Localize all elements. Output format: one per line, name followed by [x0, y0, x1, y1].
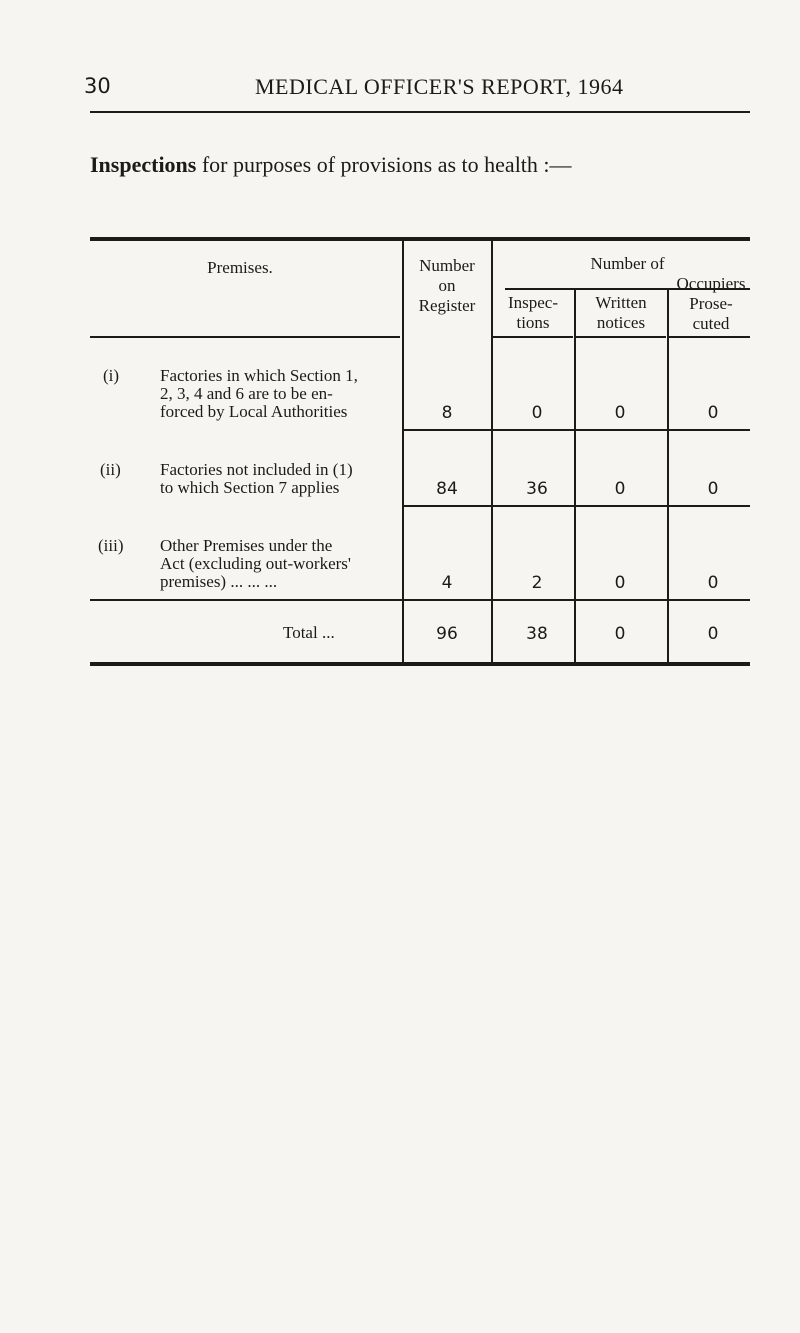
- row1-rule: [404, 429, 750, 431]
- row1-label-l2: 2, 3, 4 and 6 are to be en-: [160, 384, 333, 403]
- row3-inspections: 2: [531, 573, 543, 593]
- row2-label-l2: to which Section 7 applies: [160, 478, 340, 497]
- row3-roman: (iii): [98, 536, 124, 555]
- row3-written: 0: [614, 573, 626, 593]
- table-top-rule: [90, 237, 750, 241]
- header-rule-premises: [90, 336, 400, 338]
- row2-label-l1: Factories not included in (1): [160, 460, 353, 479]
- header-number-of: Number of: [590, 254, 665, 273]
- row1-label-l3: forced by Local Authorities: [160, 402, 348, 421]
- row1-written: 0: [614, 403, 626, 423]
- row1-prosecuted: 0: [707, 403, 719, 423]
- row1-inspections: 0: [531, 403, 543, 423]
- row1-label: [160, 367, 400, 421]
- row2-roman: (ii): [100, 460, 121, 479]
- total-register: 96: [436, 624, 458, 644]
- header-inspections-l2: tions: [516, 313, 550, 332]
- header-occupiers-l2: Prose-: [689, 294, 733, 313]
- row3-prosecuted: 0: [707, 573, 719, 593]
- row2-rule: [404, 505, 750, 507]
- col-rule-written: [574, 290, 576, 664]
- total-written: 0: [614, 624, 626, 644]
- row2-label: [160, 461, 400, 497]
- section-title-rest: for purposes of provisions as to health :—: [196, 152, 572, 177]
- header-written: [576, 293, 666, 333]
- row2-register: 84: [436, 479, 458, 499]
- row3-rule: [90, 599, 750, 601]
- header-rule-occupiers: [669, 336, 750, 338]
- header-inspections: [493, 293, 573, 333]
- total-prosecuted: 0: [707, 624, 719, 644]
- col-rule-occupiers: [667, 290, 669, 664]
- row2-prosecuted: 0: [707, 479, 719, 499]
- total-label: Total ...: [283, 623, 335, 642]
- header-rule-inspections: [493, 336, 573, 338]
- row1-label-l1: Factories in which Section 1,: [160, 366, 358, 385]
- row1-register: 8: [441, 403, 453, 423]
- running-head: MEDICAL OFFICER'S REPORT, 1964: [255, 74, 624, 99]
- header-inspections-l1: Inspec-: [507, 293, 559, 312]
- section-title: [90, 152, 572, 178]
- header-number-on-register: [402, 256, 492, 316]
- header-rule-written: [576, 336, 666, 338]
- header-occupiers-l1: Occupiers: [676, 274, 746, 293]
- row3-label: [160, 537, 400, 591]
- row3-label-l3: premises) ... ... ...: [160, 572, 278, 591]
- header-register-l2: on: [438, 276, 456, 295]
- header-premises: Premises.: [207, 258, 273, 277]
- page-number: 30: [84, 74, 111, 98]
- header-register-l1: Number: [419, 256, 475, 275]
- section-title-bold: Inspections: [90, 152, 197, 177]
- row2-written: 0: [614, 479, 626, 499]
- header-occupiers-l3: cuted: [692, 314, 730, 333]
- row3-register: 4: [441, 573, 453, 593]
- total-inspections: 38: [526, 624, 548, 644]
- header-occupiers: [665, 274, 757, 334]
- header-written-l2: notices: [596, 313, 646, 332]
- row1-roman: (i): [103, 366, 120, 385]
- table-bottom-rule: [90, 662, 750, 666]
- row3-label-l1: Other Premises under the: [160, 536, 333, 555]
- row3-label-l2: Act (excluding out-workers': [160, 554, 351, 573]
- header-register-l3: Register: [418, 296, 476, 315]
- row2-inspections: 36: [526, 479, 548, 499]
- header-written-l1: Written: [595, 293, 647, 312]
- header-rule: [90, 111, 750, 113]
